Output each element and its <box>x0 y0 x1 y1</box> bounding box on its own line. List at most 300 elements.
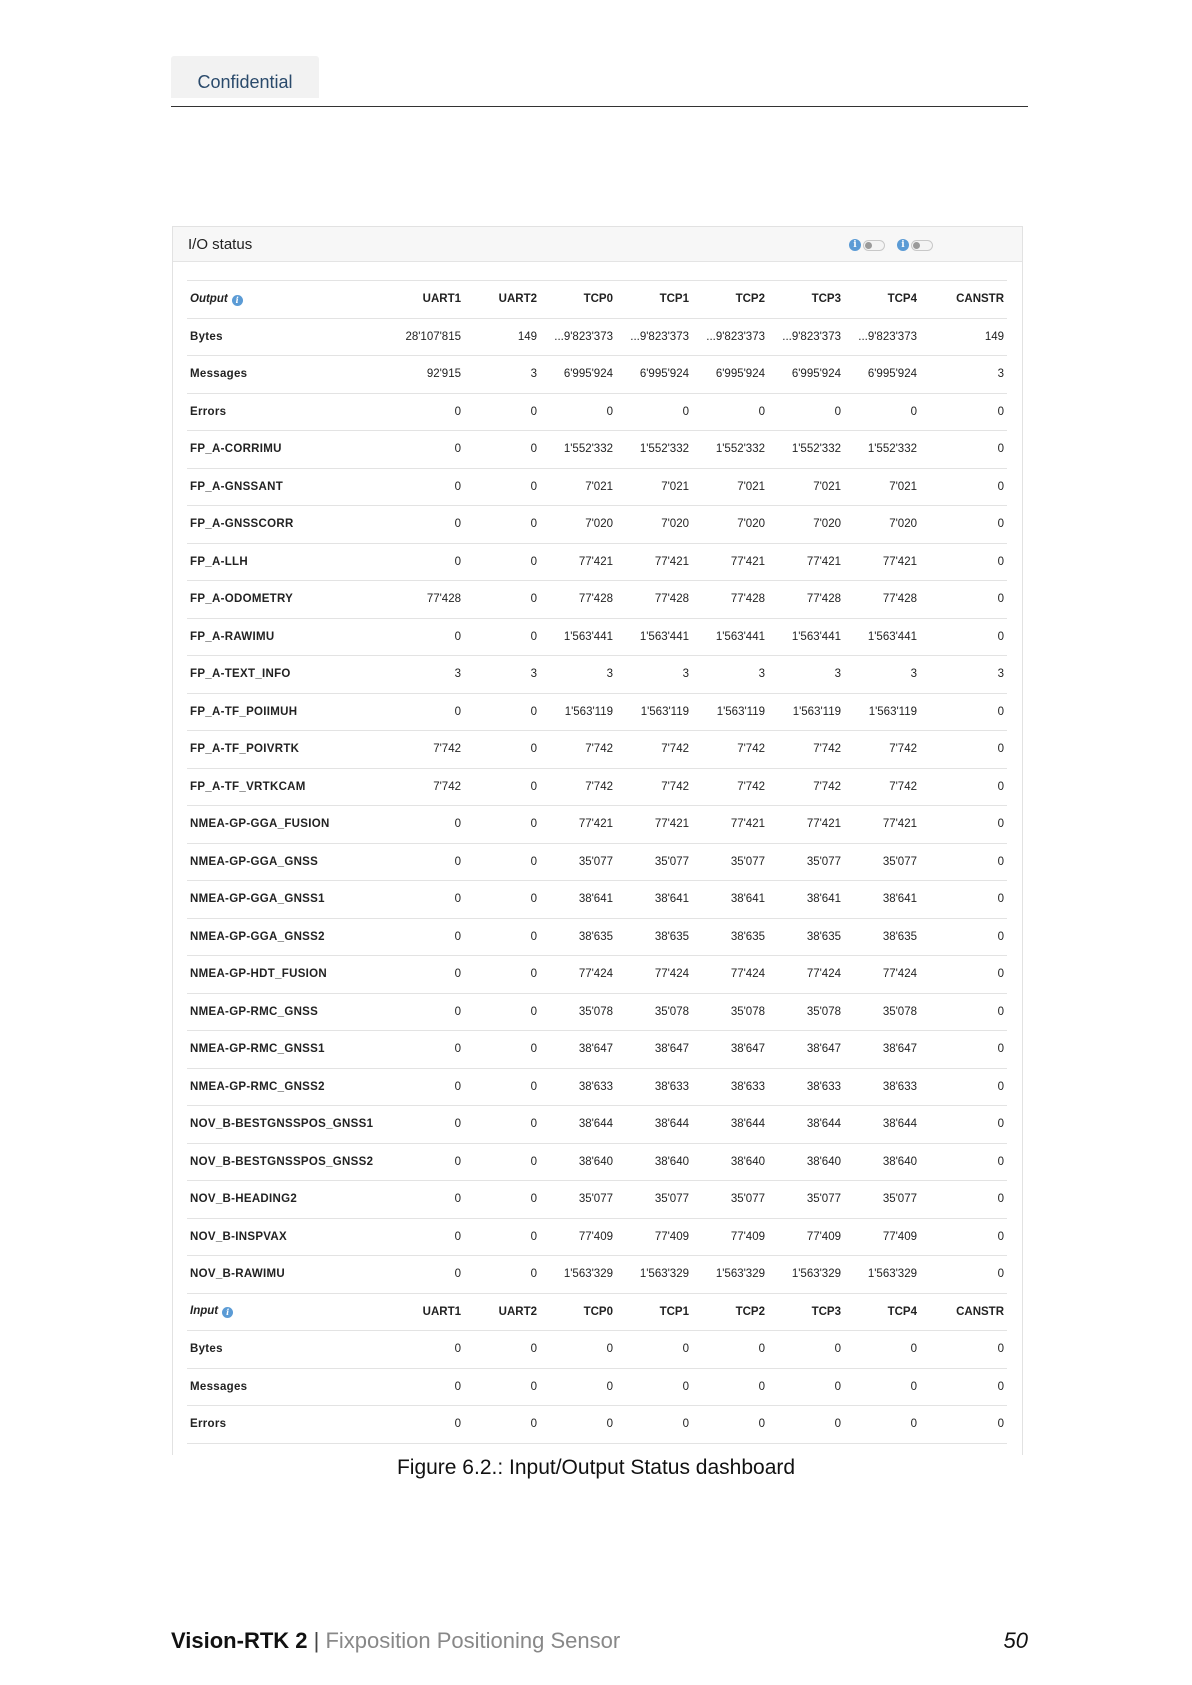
row-label: FP_A-LLH <box>187 543 375 581</box>
cell-value: 0 <box>920 918 1007 956</box>
row-label: Bytes <box>187 1331 375 1369</box>
cell-value: 0 <box>920 1068 1007 1106</box>
cell-value: 0 <box>464 431 540 469</box>
table-row <box>187 393 1007 431</box>
cell-value: 7'742 <box>616 731 692 769</box>
table-row <box>187 506 1007 544</box>
toggle-knob <box>865 242 872 249</box>
cell-value: 38'641 <box>692 881 768 919</box>
cell-value: 0 <box>920 1031 1007 1069</box>
cell-value: 0 <box>464 806 540 844</box>
cell-value: 0 <box>920 806 1007 844</box>
cell-value: 0 <box>375 693 464 731</box>
table-row <box>187 768 1007 806</box>
cell-value: 7'742 <box>692 768 768 806</box>
table-row <box>187 731 1007 769</box>
cell-value: 0 <box>464 1406 540 1444</box>
cell-value: 0 <box>920 731 1007 769</box>
cell-value: 0 <box>540 393 616 431</box>
cell-value: 1'563'441 <box>540 618 616 656</box>
cell-value: 7'020 <box>616 506 692 544</box>
cell-value: 77'424 <box>692 956 768 994</box>
cell-value: 1'552'332 <box>692 431 768 469</box>
table-row <box>187 581 1007 619</box>
cell-value: 38'647 <box>540 1031 616 1069</box>
cell-value: 0 <box>844 1406 920 1444</box>
table-row <box>187 543 1007 581</box>
table-row <box>187 1181 1007 1219</box>
cell-value: 7'742 <box>540 768 616 806</box>
row-label: FP_A-TF_POIIMUH <box>187 693 375 731</box>
cell-value: 35'077 <box>540 1181 616 1219</box>
cell-value: 0 <box>920 1218 1007 1256</box>
cell-value: 0 <box>920 506 1007 544</box>
toggle-switch[interactable] <box>911 240 933 251</box>
row-label: NMEA-GP-GGA_GNSS <box>187 843 375 881</box>
section-label <box>187 281 375 319</box>
cell-value: 0 <box>375 1406 464 1444</box>
cell-value: 0 <box>616 1368 692 1406</box>
row-label: Errors <box>187 1406 375 1444</box>
row-label: NMEA-GP-HDT_FUSION <box>187 956 375 994</box>
cell-value: 35'078 <box>768 993 844 1031</box>
cell-value: 3 <box>768 656 844 694</box>
cell-value: 77'421 <box>768 806 844 844</box>
cell-value: 0 <box>464 468 540 506</box>
row-label: FP_A-TF_POIVRTK <box>187 731 375 769</box>
cell-value: 38'641 <box>616 881 692 919</box>
cell-value: 38'633 <box>692 1068 768 1106</box>
cell-value: 0 <box>920 581 1007 619</box>
cell-value: 7'021 <box>768 468 844 506</box>
cell-value: 77'428 <box>844 581 920 619</box>
cell-value: 38'647 <box>616 1031 692 1069</box>
cell-value: 7'742 <box>375 731 464 769</box>
cell-value: 3 <box>464 356 540 394</box>
cell-value: 0 <box>375 543 464 581</box>
cell-value: 1'563'441 <box>692 618 768 656</box>
cell-value: 77'428 <box>692 581 768 619</box>
column-header: CANSTR <box>920 281 1007 319</box>
cell-value: 0 <box>844 1331 920 1369</box>
row-label: FP_A-TEXT_INFO <box>187 656 375 694</box>
cell-value: 0 <box>540 1368 616 1406</box>
cell-value: 0 <box>464 843 540 881</box>
cell-value: 0 <box>920 468 1007 506</box>
column-header: TCP0 <box>540 1293 616 1331</box>
io-status-table <box>187 280 1007 1444</box>
cell-value: 7'742 <box>692 731 768 769</box>
cell-value: 3 <box>920 656 1007 694</box>
cell-value: 35'077 <box>844 1181 920 1219</box>
cell-value: 0 <box>768 1331 844 1369</box>
cell-value: 77'409 <box>844 1218 920 1256</box>
cell-value: 0 <box>375 1106 464 1144</box>
io-status-panel <box>172 226 1023 1455</box>
cell-value: 77'428 <box>540 581 616 619</box>
row-label: FP_A-GNSSCORR <box>187 506 375 544</box>
row-label: NMEA-GP-RMC_GNSS <box>187 993 375 1031</box>
cell-value: 77'428 <box>616 581 692 619</box>
cell-value: 0 <box>464 881 540 919</box>
row-label: Errors <box>187 393 375 431</box>
cell-value: 77'421 <box>692 806 768 844</box>
cell-value: 38'633 <box>540 1068 616 1106</box>
cell-value: 0 <box>692 1331 768 1369</box>
column-header: TCP3 <box>768 1293 844 1331</box>
cell-value: 0 <box>375 618 464 656</box>
cell-value: 0 <box>844 393 920 431</box>
column-header: TCP4 <box>844 281 920 319</box>
cell-value: 0 <box>464 993 540 1031</box>
cell-value: 7'020 <box>692 506 768 544</box>
cell-value: 38'644 <box>844 1106 920 1144</box>
cell-value: 77'409 <box>692 1218 768 1256</box>
cell-value: 0 <box>920 618 1007 656</box>
cell-value: 0 <box>920 768 1007 806</box>
cell-value: 0 <box>920 843 1007 881</box>
cell-value: 0 <box>464 918 540 956</box>
section-label-text: Input <box>190 1305 219 1318</box>
cell-value: 0 <box>920 993 1007 1031</box>
cell-value: 1'563'119 <box>844 693 920 731</box>
section-label <box>187 1293 375 1331</box>
cell-value: 38'635 <box>768 918 844 956</box>
cell-value: 38'647 <box>768 1031 844 1069</box>
table-row <box>187 843 1007 881</box>
panel-title: I/O status <box>188 236 253 253</box>
cell-value: 7'020 <box>540 506 616 544</box>
cell-value: 0 <box>464 1368 540 1406</box>
footer-title <box>171 1628 620 1654</box>
cell-value: 35'077 <box>692 843 768 881</box>
cell-value: 1'552'332 <box>768 431 844 469</box>
cell-value: 35'077 <box>692 1181 768 1219</box>
toggle-group-1[interactable] <box>849 238 885 252</box>
cell-value: 0 <box>464 1331 540 1369</box>
cell-value: 0 <box>920 1368 1007 1406</box>
page-number: 50 <box>1003 1628 1028 1653</box>
cell-value: 0 <box>464 1068 540 1106</box>
cell-value: 7'742 <box>768 731 844 769</box>
cell-value: 38'633 <box>844 1068 920 1106</box>
column-header: TCP1 <box>616 281 692 319</box>
cell-value: 3 <box>540 656 616 694</box>
cell-value: 0 <box>920 956 1007 994</box>
cell-value: 38'641 <box>540 881 616 919</box>
info-icon[interactable]: i <box>232 295 243 306</box>
cell-value: 1'563'441 <box>616 618 692 656</box>
cell-value: 0 <box>464 768 540 806</box>
table-row <box>187 693 1007 731</box>
cell-value: 7'020 <box>768 506 844 544</box>
column-header: UART2 <box>464 1293 540 1331</box>
cell-value: 0 <box>375 468 464 506</box>
footer-separator: | <box>313 1628 320 1653</box>
table-row <box>187 1368 1007 1406</box>
table-row <box>187 993 1007 1031</box>
cell-value: 77'424 <box>768 956 844 994</box>
table-row <box>187 956 1007 994</box>
cell-value: 38'644 <box>692 1106 768 1144</box>
table-row <box>187 1406 1007 1444</box>
cell-value: 77'428 <box>768 581 844 619</box>
cell-value: 0 <box>375 993 464 1031</box>
cell-value: 0 <box>464 1256 540 1294</box>
cell-value: 7'742 <box>616 768 692 806</box>
cell-value: 3 <box>616 656 692 694</box>
cell-value: 0 <box>464 693 540 731</box>
cell-value: 92'915 <box>375 356 464 394</box>
cell-value: 35'077 <box>616 1181 692 1219</box>
cell-value: 77'421 <box>768 543 844 581</box>
cell-value: 28'107'815 <box>375 318 464 356</box>
cell-value: 1'563'329 <box>616 1256 692 1294</box>
cell-value: 77'421 <box>844 806 920 844</box>
cell-value: 38'635 <box>692 918 768 956</box>
cell-value: 77'424 <box>844 956 920 994</box>
cell-value: 77'421 <box>540 806 616 844</box>
column-header: UART1 <box>375 281 464 319</box>
cell-value: 38'644 <box>768 1106 844 1144</box>
row-label: Messages <box>187 356 375 394</box>
cell-value: 0 <box>375 1218 464 1256</box>
cell-value: 77'409 <box>540 1218 616 1256</box>
cell-value: 0 <box>768 1368 844 1406</box>
cell-value: 38'640 <box>692 1143 768 1181</box>
cell-value: 1'563'329 <box>692 1256 768 1294</box>
cell-value: 7'742 <box>844 731 920 769</box>
info-icon[interactable]: i <box>849 239 861 251</box>
cell-value: 0 <box>692 393 768 431</box>
cell-value: 77'421 <box>616 543 692 581</box>
section-header-row <box>187 281 1007 319</box>
cell-value: 0 <box>920 1256 1007 1294</box>
table-row <box>187 618 1007 656</box>
cell-value: 35'077 <box>768 843 844 881</box>
cell-value: 7'020 <box>844 506 920 544</box>
cell-value: 38'641 <box>844 881 920 919</box>
cell-value: 0 <box>464 1143 540 1181</box>
row-label: NMEA-GP-RMC_GNSS1 <box>187 1031 375 1069</box>
cell-value: 0 <box>375 393 464 431</box>
cell-value: 38'644 <box>540 1106 616 1144</box>
cell-value: 0 <box>375 956 464 994</box>
cell-value: 0 <box>375 1368 464 1406</box>
cell-value: 0 <box>920 693 1007 731</box>
cell-value: 3 <box>920 356 1007 394</box>
cell-value: 0 <box>375 806 464 844</box>
cell-value: 38'644 <box>616 1106 692 1144</box>
cell-value: 1'563'329 <box>540 1256 616 1294</box>
cell-value: 7'021 <box>692 468 768 506</box>
row-label: NOV_B-BESTGNSSPOS_GNSS2 <box>187 1143 375 1181</box>
cell-value: 35'078 <box>844 993 920 1031</box>
cell-value: 77'421 <box>616 806 692 844</box>
info-icon[interactable]: i <box>897 239 909 251</box>
row-label: NMEA-GP-GGA_FUSION <box>187 806 375 844</box>
table-row <box>187 1031 1007 1069</box>
cell-value: 0 <box>616 393 692 431</box>
row-label: NOV_B-RAWIMU <box>187 1256 375 1294</box>
cell-value: ...9'823'373 <box>616 318 692 356</box>
column-header: TCP2 <box>692 281 768 319</box>
cell-value: 1'563'119 <box>768 693 844 731</box>
cell-value: 0 <box>375 1143 464 1181</box>
cell-value: 1'552'332 <box>844 431 920 469</box>
table-row <box>187 318 1007 356</box>
cell-value: 38'647 <box>692 1031 768 1069</box>
cell-value: ...9'823'373 <box>844 318 920 356</box>
cell-value: 77'428 <box>375 581 464 619</box>
cell-value: 0 <box>375 1181 464 1219</box>
cell-value: 0 <box>464 543 540 581</box>
io-table-body <box>187 281 1007 1444</box>
cell-value: 7'742 <box>540 731 616 769</box>
cell-value: 6'995'924 <box>540 356 616 394</box>
panel-header <box>173 227 1022 262</box>
row-label: FP_A-CORRIMU <box>187 431 375 469</box>
cell-value: 35'077 <box>768 1181 844 1219</box>
cell-value: 0 <box>616 1331 692 1369</box>
table-row <box>187 881 1007 919</box>
cell-value: 38'640 <box>616 1143 692 1181</box>
confidential-tab: Confidential <box>171 56 319 98</box>
cell-value: 0 <box>464 581 540 619</box>
cell-value: 1'563'329 <box>844 1256 920 1294</box>
cell-value: 0 <box>375 1331 464 1369</box>
cell-value: 0 <box>375 843 464 881</box>
table-row <box>187 468 1007 506</box>
cell-value: 35'078 <box>616 993 692 1031</box>
column-header: TCP1 <box>616 1293 692 1331</box>
cell-value: 7'021 <box>616 468 692 506</box>
cell-value: 0 <box>464 1218 540 1256</box>
cell-value: 0 <box>920 1331 1007 1369</box>
column-header: UART2 <box>464 281 540 319</box>
table-row <box>187 1068 1007 1106</box>
cell-value: 7'742 <box>844 768 920 806</box>
cell-value: ...9'823'373 <box>540 318 616 356</box>
section-label-text: Output <box>190 292 228 305</box>
footer-brand: Vision-RTK 2 <box>171 1628 308 1653</box>
column-header: TCP2 <box>692 1293 768 1331</box>
info-icon[interactable]: i <box>222 1307 233 1318</box>
column-header: UART1 <box>375 1293 464 1331</box>
cell-value: 6'995'924 <box>768 356 844 394</box>
cell-value: 38'641 <box>768 881 844 919</box>
row-label: FP_A-RAWIMU <box>187 618 375 656</box>
cell-value: 0 <box>768 393 844 431</box>
cell-value: 0 <box>844 1368 920 1406</box>
cell-value: 38'635 <box>616 918 692 956</box>
column-header: TCP4 <box>844 1293 920 1331</box>
table-row <box>187 1143 1007 1181</box>
cell-value: 0 <box>920 1406 1007 1444</box>
cell-value: 6'995'924 <box>844 356 920 394</box>
cell-value: 35'077 <box>616 843 692 881</box>
cell-value: 0 <box>920 543 1007 581</box>
cell-value: 0 <box>464 731 540 769</box>
cell-value: 149 <box>464 318 540 356</box>
row-label: FP_A-ODOMETRY <box>187 581 375 619</box>
table-row <box>187 431 1007 469</box>
row-label: FP_A-GNSSANT <box>187 468 375 506</box>
cell-value: 0 <box>464 618 540 656</box>
cell-value: 1'563'441 <box>768 618 844 656</box>
cell-value: 38'647 <box>844 1031 920 1069</box>
row-label: Bytes <box>187 318 375 356</box>
cell-value: 38'640 <box>844 1143 920 1181</box>
row-label: NOV_B-INSPVAX <box>187 1218 375 1256</box>
cell-value: 38'635 <box>844 918 920 956</box>
cell-value: 35'078 <box>540 993 616 1031</box>
table-row <box>187 1106 1007 1144</box>
toggle-switch[interactable] <box>863 240 885 251</box>
cell-value: 0 <box>768 1406 844 1444</box>
cell-value: 1'563'441 <box>844 618 920 656</box>
cell-value: 1'563'119 <box>540 693 616 731</box>
cell-value: 77'424 <box>616 956 692 994</box>
toggle-group-2[interactable] <box>897 238 933 252</box>
table-row <box>187 918 1007 956</box>
cell-value: 0 <box>375 918 464 956</box>
cell-value: 0 <box>375 1256 464 1294</box>
cell-value: 0 <box>920 1106 1007 1144</box>
cell-value: 0 <box>920 393 1007 431</box>
footer-subtitle: Fixposition Positioning Sensor <box>325 1628 621 1653</box>
table-row <box>187 1218 1007 1256</box>
row-label: NMEA-GP-GGA_GNSS2 <box>187 918 375 956</box>
table-row <box>187 806 1007 844</box>
cell-value: 38'633 <box>616 1068 692 1106</box>
toggle-knob <box>913 242 920 249</box>
cell-value: 7'021 <box>844 468 920 506</box>
cell-value: 0 <box>616 1406 692 1444</box>
cell-value: 3 <box>844 656 920 694</box>
cell-value: ...9'823'373 <box>768 318 844 356</box>
row-label: NOV_B-HEADING2 <box>187 1181 375 1219</box>
cell-value: 77'409 <box>616 1218 692 1256</box>
cell-value: 1'552'332 <box>540 431 616 469</box>
column-header: CANSTR <box>920 1293 1007 1331</box>
cell-value: 3 <box>375 656 464 694</box>
cell-value: 77'409 <box>768 1218 844 1256</box>
table-row <box>187 1256 1007 1294</box>
row-label: NMEA-GP-RMC_GNSS2 <box>187 1068 375 1106</box>
cell-value: 0 <box>692 1368 768 1406</box>
cell-value: 0 <box>920 881 1007 919</box>
cell-value: 38'635 <box>540 918 616 956</box>
cell-value: 7'021 <box>540 468 616 506</box>
cell-value: 35'078 <box>692 993 768 1031</box>
cell-value: 6'995'924 <box>616 356 692 394</box>
cell-value: 38'640 <box>540 1143 616 1181</box>
cell-value: 0 <box>540 1331 616 1369</box>
figure-caption: Figure 6.2.: Input/Output Status dashboard <box>396 1456 796 1479</box>
cell-value: 1'563'329 <box>768 1256 844 1294</box>
cell-value: 77'424 <box>540 956 616 994</box>
table-row <box>187 1331 1007 1369</box>
cell-value: 0 <box>464 1106 540 1144</box>
cell-value: 0 <box>375 506 464 544</box>
cell-value: 0 <box>692 1406 768 1444</box>
cell-value: 0 <box>464 956 540 994</box>
cell-value: 0 <box>464 1031 540 1069</box>
cell-value: 3 <box>692 656 768 694</box>
cell-value: ...9'823'373 <box>692 318 768 356</box>
cell-value: 149 <box>920 318 1007 356</box>
